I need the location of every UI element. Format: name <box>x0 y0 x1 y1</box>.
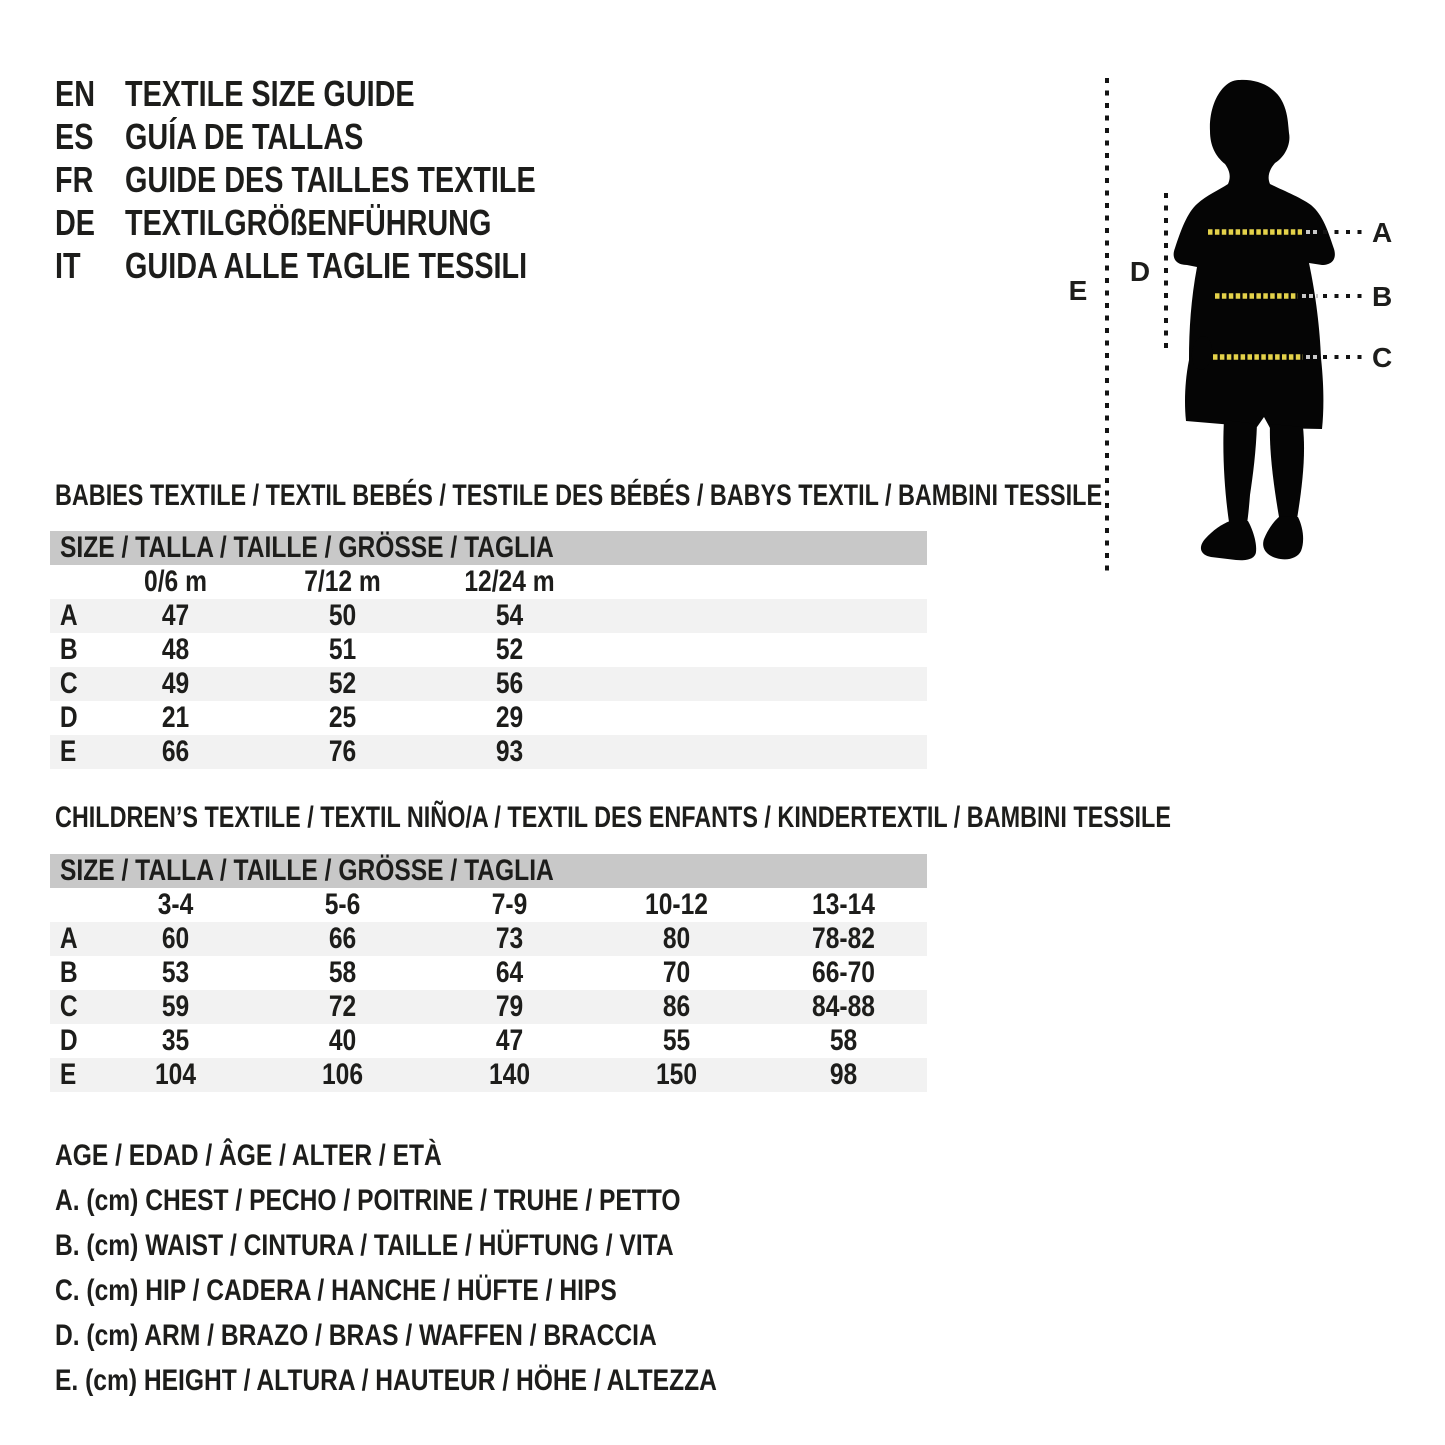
cell-value: 98 <box>829 1058 858 1091</box>
figure-label-d: D <box>1129 256 1151 287</box>
cell-value: 59 <box>161 990 190 1023</box>
size-header-label: SIZE / TALLA / TAILLE / GRÖSSE / TAGLIA <box>60 854 554 887</box>
cell-value: 73 <box>495 922 524 955</box>
cell-value: 106 <box>321 1058 364 1091</box>
column-header: 5-6 <box>324 888 361 921</box>
lang-title: TEXTILGRÖßENFÜHRUNG <box>125 201 492 243</box>
row-label: B <box>59 956 78 989</box>
cell-value: 53 <box>161 956 190 989</box>
legend-line-height: E. (cm) HEIGHT / ALTURA / HAUTEUR / HÖHE / ALTEZZA <box>55 1363 717 1397</box>
table-row <box>50 922 927 956</box>
children-column-header-row <box>50 888 927 922</box>
lang-row-es <box>55 115 638 158</box>
cell-value: 49 <box>161 667 190 700</box>
legend-line-hip: C. (cm) HIP / CADERA / HANCHE / HÜFTE / HIPS <box>55 1273 617 1307</box>
cell-value: 84-88 <box>812 990 875 1023</box>
lang-code: ES <box>55 115 94 157</box>
cell-value: 54 <box>495 599 524 632</box>
table-row <box>50 599 927 633</box>
cell-value: 150 <box>655 1058 698 1091</box>
cell-value: 56 <box>495 667 524 700</box>
children-section-title: CHILDREN’S TEXTILE / TEXTIL NIÑO/A / TEXTIL DES ENFANTS / KINDERTEXTIL / BAMBINI TESSILE <box>55 801 1171 834</box>
column-header: 7/12 m <box>304 565 381 598</box>
row-label: D <box>59 1024 78 1057</box>
lang-row-fr <box>55 158 638 201</box>
lang-title: GUIDA ALLE TAGLIE TESSILI <box>125 244 528 286</box>
column-header: 3-4 <box>157 888 194 921</box>
lang-code: FR <box>55 158 94 200</box>
column-header: 10-12 <box>645 888 708 921</box>
babies-size-table <box>50 531 927 769</box>
cell-value: 50 <box>328 599 357 632</box>
babies-size-header-bar <box>50 531 927 565</box>
row-label: A <box>59 922 78 955</box>
figure-label-b: B <box>1372 281 1393 312</box>
lang-title: GUÍA DE TALLAS <box>125 115 364 157</box>
table-row <box>50 667 927 701</box>
cell-value: 70 <box>662 956 691 989</box>
lang-title: GUIDE DES TAILLES TEXTILE <box>125 158 536 200</box>
figure-label-c: C <box>1372 342 1393 373</box>
lang-title: TEXTILE SIZE GUIDE <box>125 72 415 114</box>
cell-value: 79 <box>495 990 524 1023</box>
cell-value: 66 <box>161 735 190 768</box>
cell-value: 52 <box>495 633 524 666</box>
table-row <box>50 701 927 735</box>
table-row <box>50 1024 927 1058</box>
cell-value: 78-82 <box>812 922 875 955</box>
cell-value: 51 <box>328 633 357 666</box>
cell-value: 52 <box>328 667 357 700</box>
cell-value: 104 <box>154 1058 197 1091</box>
babies-column-header-row <box>50 565 927 599</box>
cell-value: 35 <box>161 1024 190 1057</box>
lang-code: IT <box>55 244 81 286</box>
children-size-header-bar <box>50 854 927 888</box>
cell-value: 80 <box>662 922 691 955</box>
cell-value: 58 <box>829 1024 858 1057</box>
size-header-label: SIZE / TALLA / TAILLE / GRÖSSE / TAGLIA <box>60 531 554 564</box>
cell-value: 21 <box>161 701 190 734</box>
legend-line-chest: A. (cm) CHEST / PECHO / POITRINE / TRUHE / PETTO <box>55 1183 681 1217</box>
children-size-table <box>50 854 927 1092</box>
row-label: E <box>59 1058 77 1091</box>
measurement-legend <box>55 1133 862 1403</box>
cell-value: 40 <box>328 1024 357 1057</box>
table-row <box>50 633 927 667</box>
table-row <box>50 1058 927 1092</box>
figure-label-e: E <box>1068 275 1088 306</box>
table-row <box>50 956 927 990</box>
legend-line-waist: B. (cm) WAIST / CINTURA / TAILLE / HÜFTUNG / VITA <box>55 1228 674 1262</box>
cell-value: 66-70 <box>812 956 875 989</box>
cell-value: 55 <box>662 1024 691 1057</box>
cell-value: 93 <box>495 735 524 768</box>
column-header: 0/6 m <box>144 565 207 598</box>
lang-row-de <box>55 201 638 244</box>
column-header: 12/24 m <box>464 565 555 598</box>
lang-code: DE <box>55 201 96 243</box>
legend-line-age: AGE / EDAD / ÂGE / ALTER / ETÀ <box>55 1138 442 1172</box>
language-title-block <box>55 72 638 287</box>
row-label: C <box>59 990 78 1023</box>
row-label: D <box>59 701 78 734</box>
column-header: 13-14 <box>812 888 875 921</box>
cell-value: 47 <box>495 1024 524 1057</box>
cell-value: 25 <box>328 701 357 734</box>
cell-value: 86 <box>662 990 691 1023</box>
cell-value: 60 <box>161 922 190 955</box>
legend-line-arm: D. (cm) ARM / BRAZO / BRAS / WAFFEN / BRACCIA <box>55 1318 657 1352</box>
row-label: B <box>59 633 78 666</box>
column-header: 7-9 <box>491 888 528 921</box>
cell-value: 58 <box>328 956 357 989</box>
table-row <box>50 735 927 769</box>
cell-value: 64 <box>495 956 524 989</box>
cell-value: 48 <box>161 633 190 666</box>
table-row <box>50 990 927 1024</box>
cell-value: 29 <box>495 701 524 734</box>
lang-row-en <box>55 72 638 115</box>
cell-value: 72 <box>328 990 357 1023</box>
babies-section-title: BABIES TEXTILE / TEXTIL BEBÉS / TESTILE DES BÉBÉS / BABYS TEXTIL / BAMBINI TESSILE <box>55 479 1103 512</box>
cell-value: 66 <box>328 922 357 955</box>
cell-value: 76 <box>328 735 357 768</box>
row-label: C <box>59 667 78 700</box>
lang-row-it <box>55 244 638 287</box>
lang-code: EN <box>55 72 96 114</box>
figure-label-a: A <box>1372 217 1393 248</box>
cell-value: 140 <box>488 1058 531 1091</box>
cell-value: 47 <box>161 599 190 632</box>
row-label: A <box>59 599 78 632</box>
row-label: E <box>59 735 77 768</box>
